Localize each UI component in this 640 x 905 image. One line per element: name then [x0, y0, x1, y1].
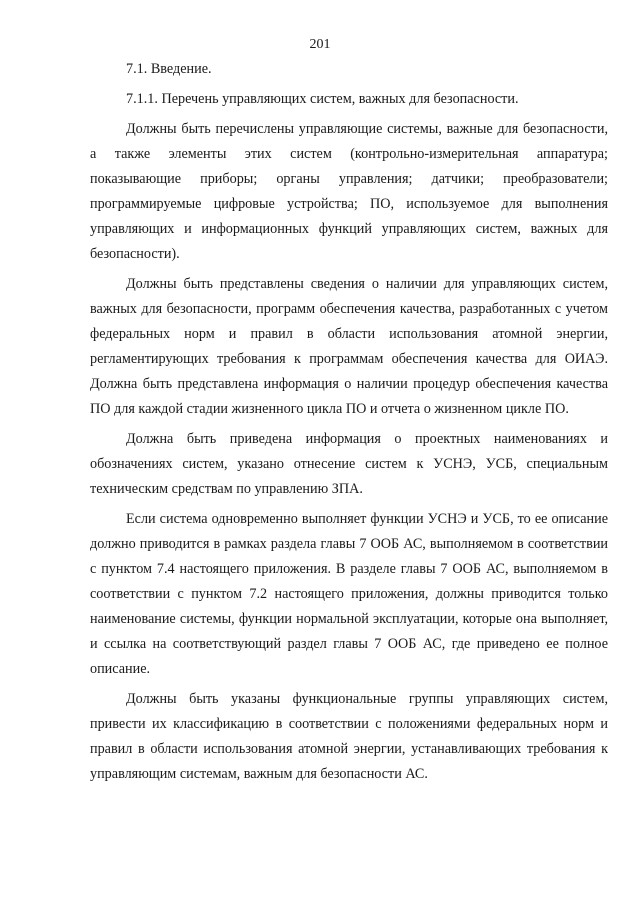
paragraph-system-designations: Должна быть приведена информация о проектных наименованиях и обозначениях систем, указано отнесение систем к УСНЭ, УСБ, специальным техническим средствам по управлению ЗПА.	[90, 431, 608, 497]
page-number: 201	[309, 37, 331, 52]
document-body	[90, 57, 608, 787]
paragraph-functional-groups: Должны быть указаны функциональные группы управляющих систем, привести их классификацию в соответствии с положениями федеральных норм и правил в области использования атомной энергии, устанавливающих требования к управляющим системам, важным для безопасности АС.	[90, 691, 608, 782]
subsection-heading: 7.1.1. Перечень управляющих систем, важных для безопасности.	[126, 91, 519, 107]
paragraph-dual-function-systems: Если система одновременно выполняет функции УСНЭ и УСБ, то ее описание должно приводится в рамках раздела главы 7 ООБ АС, выполняемом в соответствии с пунктом 7.4 настоящего приложения. В разделе главы 7 ООБ АС, выполняемом в соответствии с пунктом 7.2 настоящего приложения, должны приводится только наименование системы, функции нормальной эксплуатации, которые она выполняет, и ссылка на соответствующий раздел главы 7 ООБ АС, где приведено ее полное описание.	[90, 511, 608, 677]
section-heading: 7.1. Введение.	[126, 61, 212, 77]
paragraph-systems-list: Должны быть перечислены управляющие системы, важные для безопасности, а также элементы этих систем (контрольно-измерительная аппаратура; показывающие приборы; органы управления; датчики; преобразователи; программируемые цифровые устройства; ПО, используемое для выполнения управляющих и информационных функций управляющих систем, важных для безопасности).	[90, 121, 608, 262]
paragraph-quality-programs: Должны быть представлены сведения о наличии для управляющих систем, важных для безопасности, программ обеспечения качества, разработанных с учетом федеральных норм и правил в области использования атомной энергии, регламентирующих требования к программам обеспечения качества для ОИАЭ. Должна быть представлена информация о наличии процедур обеспечения качества ПО для каждой стадии жизненного цикла ПО и отчета о жизненном цикле ПО.	[90, 276, 608, 417]
